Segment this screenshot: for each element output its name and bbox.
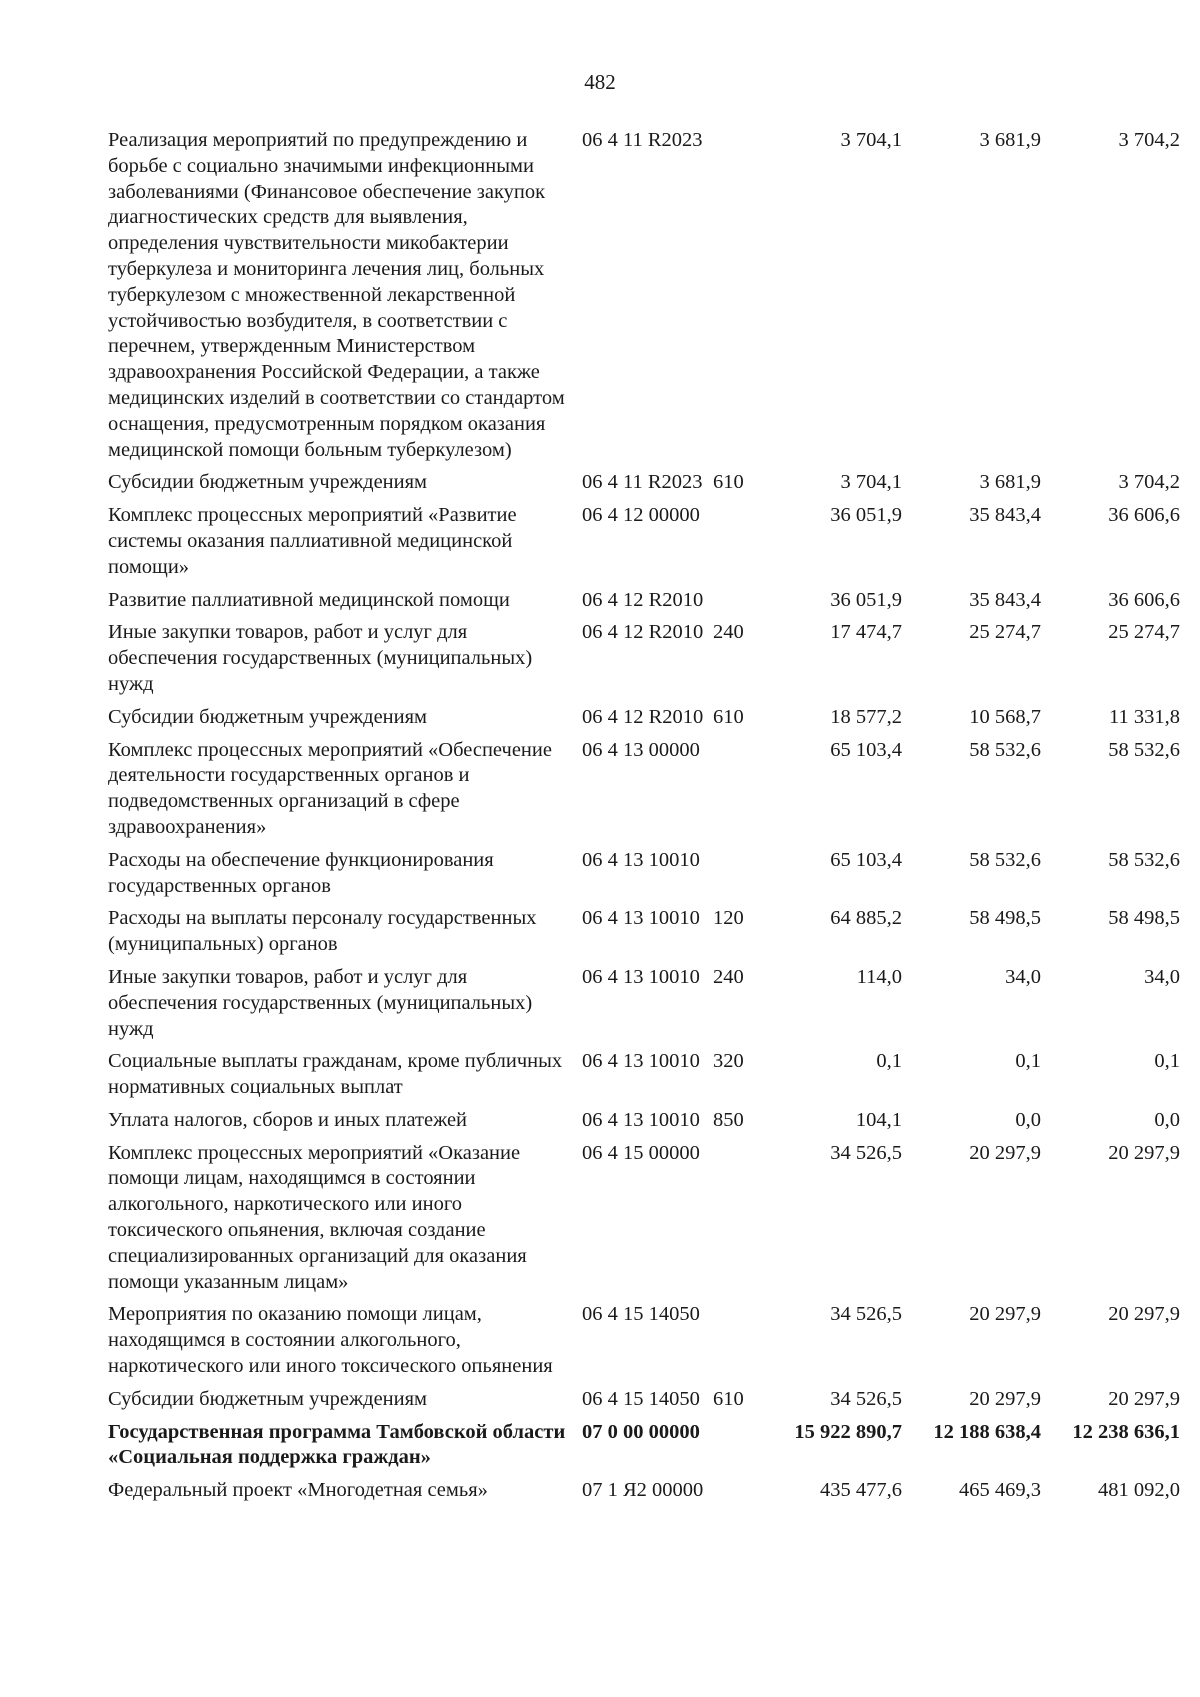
row-expense-type: 240 <box>713 621 744 644</box>
row-expense-type <box>713 128 763 470</box>
row-code: 06 4 13 00000 <box>582 738 700 761</box>
row-amount-3: 0,1 <box>1154 1050 1180 1073</box>
row-expense-type <box>713 503 763 587</box>
row-code: 06 4 13 10010 <box>582 848 700 871</box>
row-amount-1: 34 526,5 <box>830 1303 902 1326</box>
row-code: 07 1 Я2 00000 <box>582 1479 704 1502</box>
row-expense-type: 610 <box>713 705 744 728</box>
table-row <box>108 503 1180 587</box>
row-expense-type <box>713 1420 763 1479</box>
table-row <box>108 1478 1180 1511</box>
row-expense-type <box>713 1141 763 1303</box>
row-name: Субсидии бюджетным учреждениям <box>108 471 428 494</box>
row-name: Иные закупки товаров, работ и услуг для обеспечения государственных (муниципальных) нужд <box>108 965 533 1040</box>
table-row <box>108 620 1180 704</box>
row-name: Комплекс процессных мероприятий «Оказание помощи лицам, находящимся в состоянии алкогольного, наркотического или иного токсического опьянения, включая создание специализированных организаций для оказания помощи указанным лицам» <box>108 1141 527 1293</box>
row-expense-type: 120 <box>713 907 744 930</box>
table-row <box>108 128 1180 470</box>
row-code: 06 4 12 00000 <box>582 504 700 527</box>
row-amount-2: 10 568,7 <box>969 705 1041 728</box>
row-name: Федеральный проект «Многодетная семья» <box>108 1479 488 1502</box>
row-amount-3: 3 704,2 <box>1118 129 1180 151</box>
row-name: Субсидии бюджетным учреждениям <box>108 705 428 728</box>
row-name: Развитие паллиативной медицинской помощи <box>108 588 510 611</box>
row-amount-2: 3 681,9 <box>979 471 1041 494</box>
table-body <box>108 128 1180 1511</box>
row-amount-1: 114,0 <box>856 965 902 988</box>
row-name: Мероприятия по оказанию помощи лицам, находящимся в состоянии алкогольного, наркотического или иного токсического опьянения <box>108 1303 553 1378</box>
table-row <box>108 848 1180 907</box>
row-amount-2: 3 681,9 <box>979 129 1041 151</box>
row-expense-type: 240 <box>713 965 744 988</box>
row-amount-3: 11 331,8 <box>1109 705 1180 728</box>
row-amount-2: 12 188 638,4 <box>933 1420 1041 1443</box>
table-row <box>108 1108 1180 1141</box>
row-name: Иные закупки товаров, работ и услуг для обеспечения государственных (муниципальных) нужд <box>108 621 533 695</box>
row-name: Субсидии бюджетным учреждениям <box>108 1387 428 1410</box>
row-amount-1: 3 704,1 <box>840 129 902 151</box>
row-amount-1: 34 526,5 <box>830 1387 902 1410</box>
row-amount-1: 17 474,7 <box>830 621 902 644</box>
row-amount-1: 64 885,2 <box>830 907 902 930</box>
row-name: Уплата налогов, сборов и иных платежей <box>108 1108 468 1131</box>
row-amount-2: 20 297,9 <box>969 1303 1041 1326</box>
row-amount-2: 465 469,3 <box>959 1479 1041 1502</box>
row-name: Расходы на выплаты персоналу государственных (муниципальных) органов <box>108 907 537 956</box>
page-number: 482 <box>584 70 616 94</box>
row-expense-type <box>713 1478 763 1511</box>
row-name: Расходы на обеспечение функционирования государственных органов <box>108 848 494 897</box>
row-amount-1: 104,1 <box>855 1108 902 1131</box>
row-name: Реализация мероприятий по предупреждению и борьбе с социально значимыми инфекционными заболеваниями (Финансовое обеспечение закупок диагностических средств для выявления, определения чувствительности микобактерии туберкулеза и мониторинга лечения лиц, больных туберкулезом с множественной лекарственной устойчивостью возбудителя, в соответствии с перечнем, утвержденным Министерством здравоохранения Российской Федерации, а также медицинских изделий в соответствии со стандартом оснащения, предусмотренным порядком оказания медицинской помощи больным туберкулезом) <box>108 129 565 461</box>
row-expense-type: 320 <box>713 1050 744 1073</box>
row-expense-type <box>713 588 763 621</box>
row-amount-3: 481 092,0 <box>1098 1479 1180 1502</box>
row-code: 06 4 12 R2010 <box>582 588 704 611</box>
table-row <box>108 1420 1180 1479</box>
table-row <box>108 965 1180 1049</box>
row-expense-type: 610 <box>713 1387 744 1410</box>
row-amount-2: 0,1 <box>1015 1050 1041 1073</box>
row-amount-3: 58 532,6 <box>1108 738 1180 761</box>
row-code: 06 4 15 14050 <box>582 1387 700 1410</box>
table-row <box>108 1302 1180 1386</box>
row-amount-1: 0,1 <box>876 1050 902 1073</box>
row-code: 06 4 12 R2010 <box>582 705 704 728</box>
row-amount-2: 20 297,9 <box>969 1387 1041 1410</box>
row-amount-3: 36 606,6 <box>1108 504 1180 527</box>
row-expense-type: 850 <box>713 1108 744 1131</box>
table-row <box>108 1387 1180 1420</box>
row-amount-3: 34,0 <box>1144 965 1180 988</box>
row-name: Социальные выплаты гражданам, кроме публичных нормативных социальных выплат <box>108 1050 563 1099</box>
row-name: Комплекс процессных мероприятий «Развитие системы оказания паллиативной медицинской помощи» <box>108 504 517 578</box>
budget-table <box>108 128 1180 1511</box>
row-expense-type <box>713 1302 763 1386</box>
row-amount-3: 58 498,5 <box>1108 907 1180 930</box>
row-code: 06 4 13 10010 <box>582 1050 700 1073</box>
row-code: 06 4 13 10010 <box>582 907 700 930</box>
row-amount-2: 35 843,4 <box>969 588 1041 611</box>
table-row <box>108 705 1180 738</box>
table-row <box>108 906 1180 965</box>
row-amount-1: 15 922 890,7 <box>794 1420 902 1443</box>
row-amount-1: 36 051,9 <box>830 588 902 611</box>
row-expense-type <box>713 738 763 848</box>
row-amount-3: 58 532,6 <box>1108 848 1180 871</box>
row-amount-2: 35 843,4 <box>969 504 1041 527</box>
row-amount-3: 12 238 636,1 <box>1072 1420 1180 1443</box>
row-code: 06 4 12 R2010 <box>582 621 704 644</box>
row-name: Государственная программа Тамбовской области «Социальная поддержка граждан» <box>108 1420 566 1469</box>
table-row <box>108 1049 1180 1108</box>
row-code: 06 4 13 10010 <box>582 1108 700 1131</box>
row-amount-2: 20 297,9 <box>969 1141 1041 1164</box>
row-code: 06 4 13 10010 <box>582 965 700 988</box>
table-row <box>108 738 1180 848</box>
row-expense-type: 610 <box>713 471 744 494</box>
row-amount-1: 36 051,9 <box>830 504 902 527</box>
row-amount-3: 25 274,7 <box>1108 621 1180 644</box>
row-amount-3: 20 297,9 <box>1108 1303 1180 1326</box>
row-amount-3: 0,0 <box>1154 1108 1180 1131</box>
table-row <box>108 1141 1180 1303</box>
row-code: 07 0 00 00000 <box>582 1420 700 1443</box>
row-amount-3: 36 606,6 <box>1108 588 1180 611</box>
row-amount-1: 65 103,4 <box>830 738 902 761</box>
row-amount-2: 34,0 <box>1005 965 1041 988</box>
row-amount-2: 58 532,6 <box>969 848 1041 871</box>
row-amount-1: 34 526,5 <box>830 1141 902 1164</box>
row-code: 06 4 11 R2023 <box>582 129 703 151</box>
row-amount-1: 3 704,1 <box>840 471 902 494</box>
row-amount-3: 20 297,9 <box>1108 1387 1180 1410</box>
row-name: Комплекс процессных мероприятий «Обеспечение деятельности государственных органов и подведомственных организаций в сфере здравоохранения» <box>108 738 552 838</box>
row-code: 06 4 15 14050 <box>582 1303 700 1326</box>
row-expense-type <box>713 848 763 907</box>
row-code: 06 4 15 00000 <box>582 1141 700 1164</box>
table-row <box>108 588 1180 621</box>
row-amount-2: 58 498,5 <box>969 907 1041 930</box>
row-amount-1: 65 103,4 <box>830 848 902 871</box>
row-code: 06 4 11 R2023 <box>582 471 703 494</box>
row-amount-3: 3 704,2 <box>1118 471 1180 494</box>
table-row <box>108 470 1180 503</box>
row-amount-1: 435 477,6 <box>820 1479 902 1502</box>
row-amount-2: 0,0 <box>1015 1108 1041 1131</box>
row-amount-2: 58 532,6 <box>969 738 1041 761</box>
row-amount-2: 25 274,7 <box>969 621 1041 644</box>
row-amount-1: 18 577,2 <box>830 705 902 728</box>
row-amount-3: 20 297,9 <box>1108 1141 1180 1164</box>
